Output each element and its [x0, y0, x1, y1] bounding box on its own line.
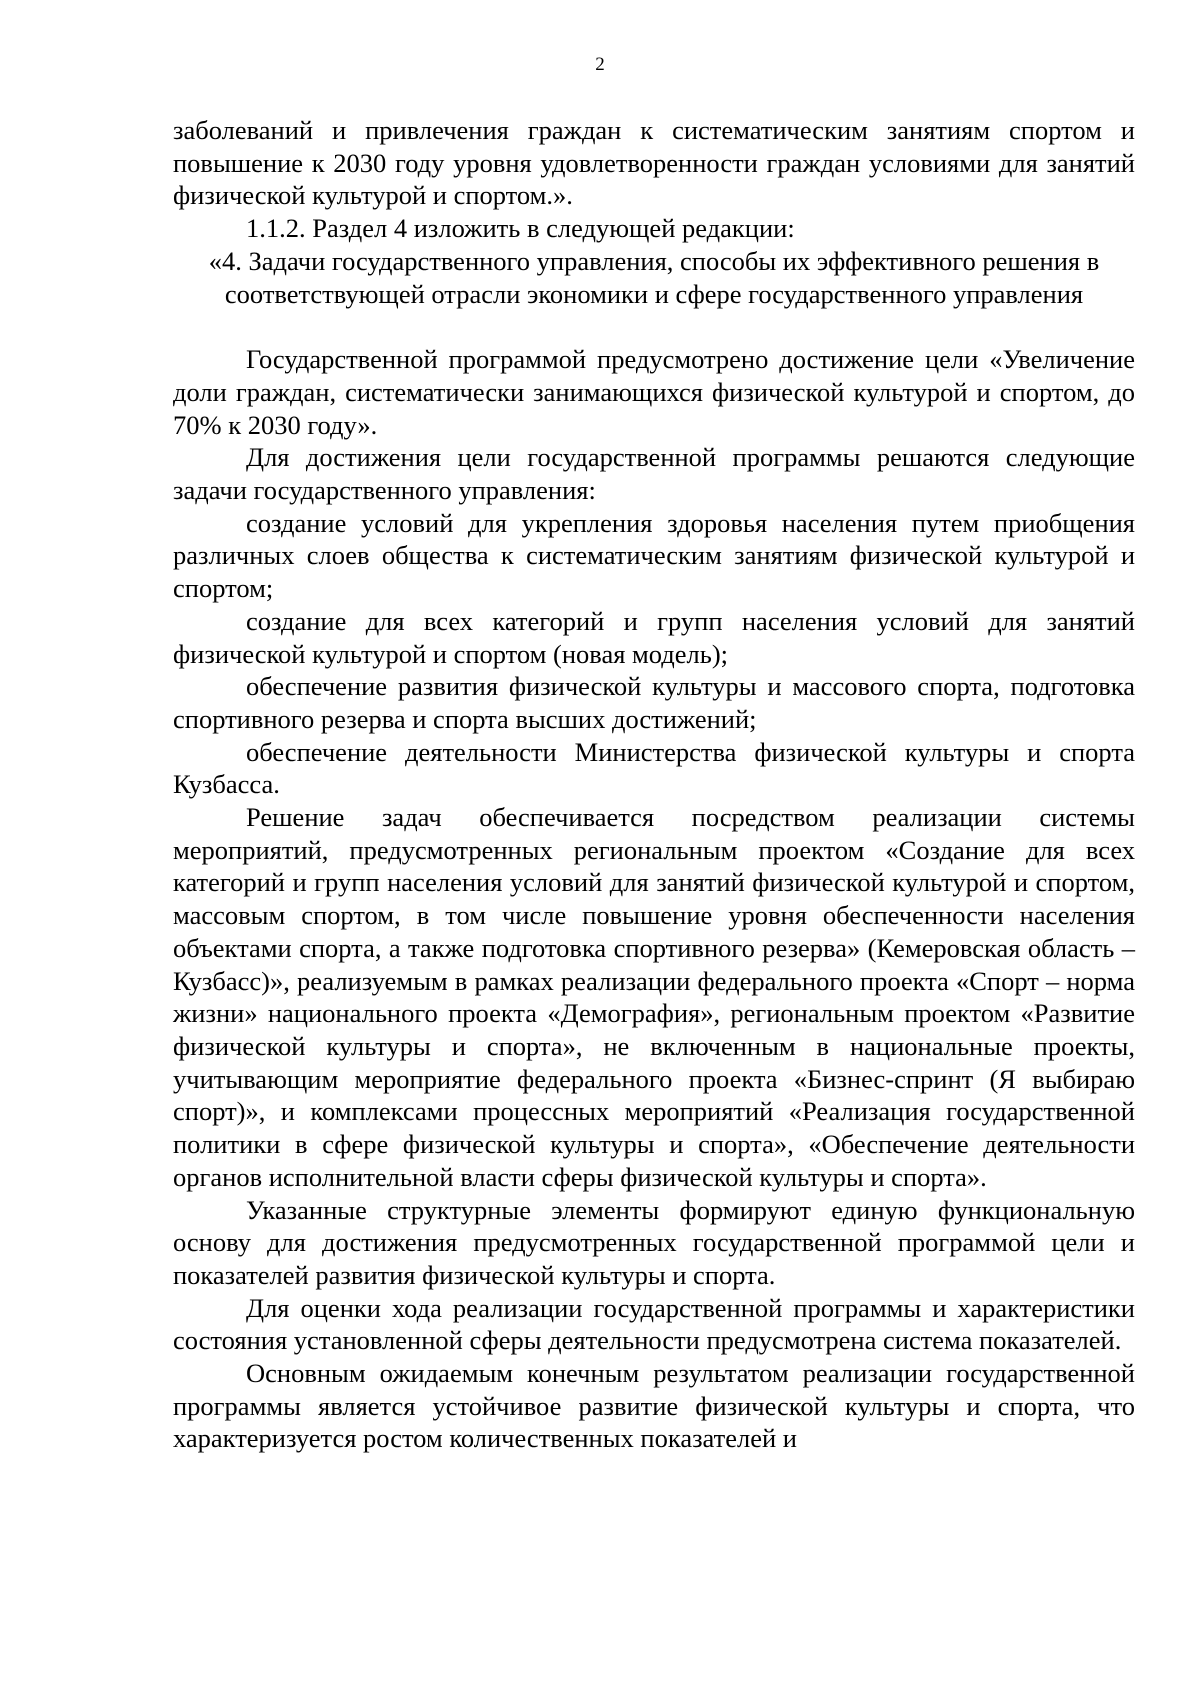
paragraph-section-change: 1.1.2. Раздел 4 изложить в следующей редакции:: [246, 213, 795, 244]
paragraph-solution: Решение задач обеспечивается посредством реализации системы мероприятий, предусмотренных региональным проектом «Создание для всех категорий и групп населения условий для занятий физической культурой и спортом, массовым спортом, в том числе повышение уровня обеспеченности населения объектами спорта, а также подготовка спортивного резерва» (Кемеровская область – Кузбасс)», реализуемым в рамках реализации федерального проекта «Спорт – норма жизни» национального проекта «Демография», региональным проектом «Развитие физической культуры и спорта», не включенным в национальные проекты, учитывающим мероприятие федерального проекта «Бизнес-спринт (Я выбираю спорт)», и комплексами процессных мероприятий «Реализация государственной политики в сфере физической культуры и спорта», «Обеспечение деятельности органов исполнительной власти сферы физической культуры и спорта».: [173, 802, 1135, 1192]
paragraph-expected-result: Основным ожидаемым конечным результатом реализации государственной программы является устойчивое развитие физической культуры и спорта, что характеризуется ростом количественных показателей и: [173, 1358, 1135, 1454]
paragraph-structural-elements: Указанные структурные элементы формируют единую функциональную основу для достижения предусмотренных государственной программой цели и показателей развития физической культуры и спорта.: [173, 1194, 1135, 1290]
paragraph-task-4: обеспечение деятельности Министерства физической культуры и спорта Кузбасса.: [173, 736, 1135, 800]
section-heading-line-2: соответствующей отрасли экономики и сфере государственного управления: [224, 278, 1084, 309]
paragraph-tasks-intro: Для достижения цели государственной программы решаются следующие задачи государственного управления:: [173, 442, 1135, 506]
document-body: [173, 114, 1135, 1455]
paragraph-indicators: Для оценки хода реализации государственной программы и характеристики состояния установленной сферы деятельности предусмотрена система показателей.: [173, 1292, 1135, 1356]
paragraph-continuation: заболеваний и привлечения граждан к систематическим занятиям спортом и повышение к 2030 году уровня удовлетворенности граждан условиями для занятий физической культурой и спортом.».: [173, 115, 1135, 211]
spacer: [173, 310, 1135, 343]
paragraph-goal: Государственной программой предусмотрено достижение цели «Увеличение доли граждан, систематически занимающихся физической культурой и спортом, до 70% к 2030 году».: [173, 344, 1135, 440]
paragraph-task-2: создание для всех категорий и групп населения условий для занятий физической культурой и спортом (новая модель);: [173, 605, 1135, 669]
paragraph-task-1: создание условий для укрепления здоровья населения путем приобщения различных слоев общества к систематическим занятиям физической культурой и спортом;: [173, 507, 1135, 604]
page-number: 2: [595, 54, 605, 75]
paragraph-task-3: обеспечение развития физической культуры и массового спорта, подготовка спортивного резерва и спорта высших достижений;: [173, 671, 1135, 734]
section-heading: [173, 245, 1135, 310]
section-heading-line-1: «4. Задачи государственного управления, способы их эффективного решения в: [208, 245, 1100, 276]
